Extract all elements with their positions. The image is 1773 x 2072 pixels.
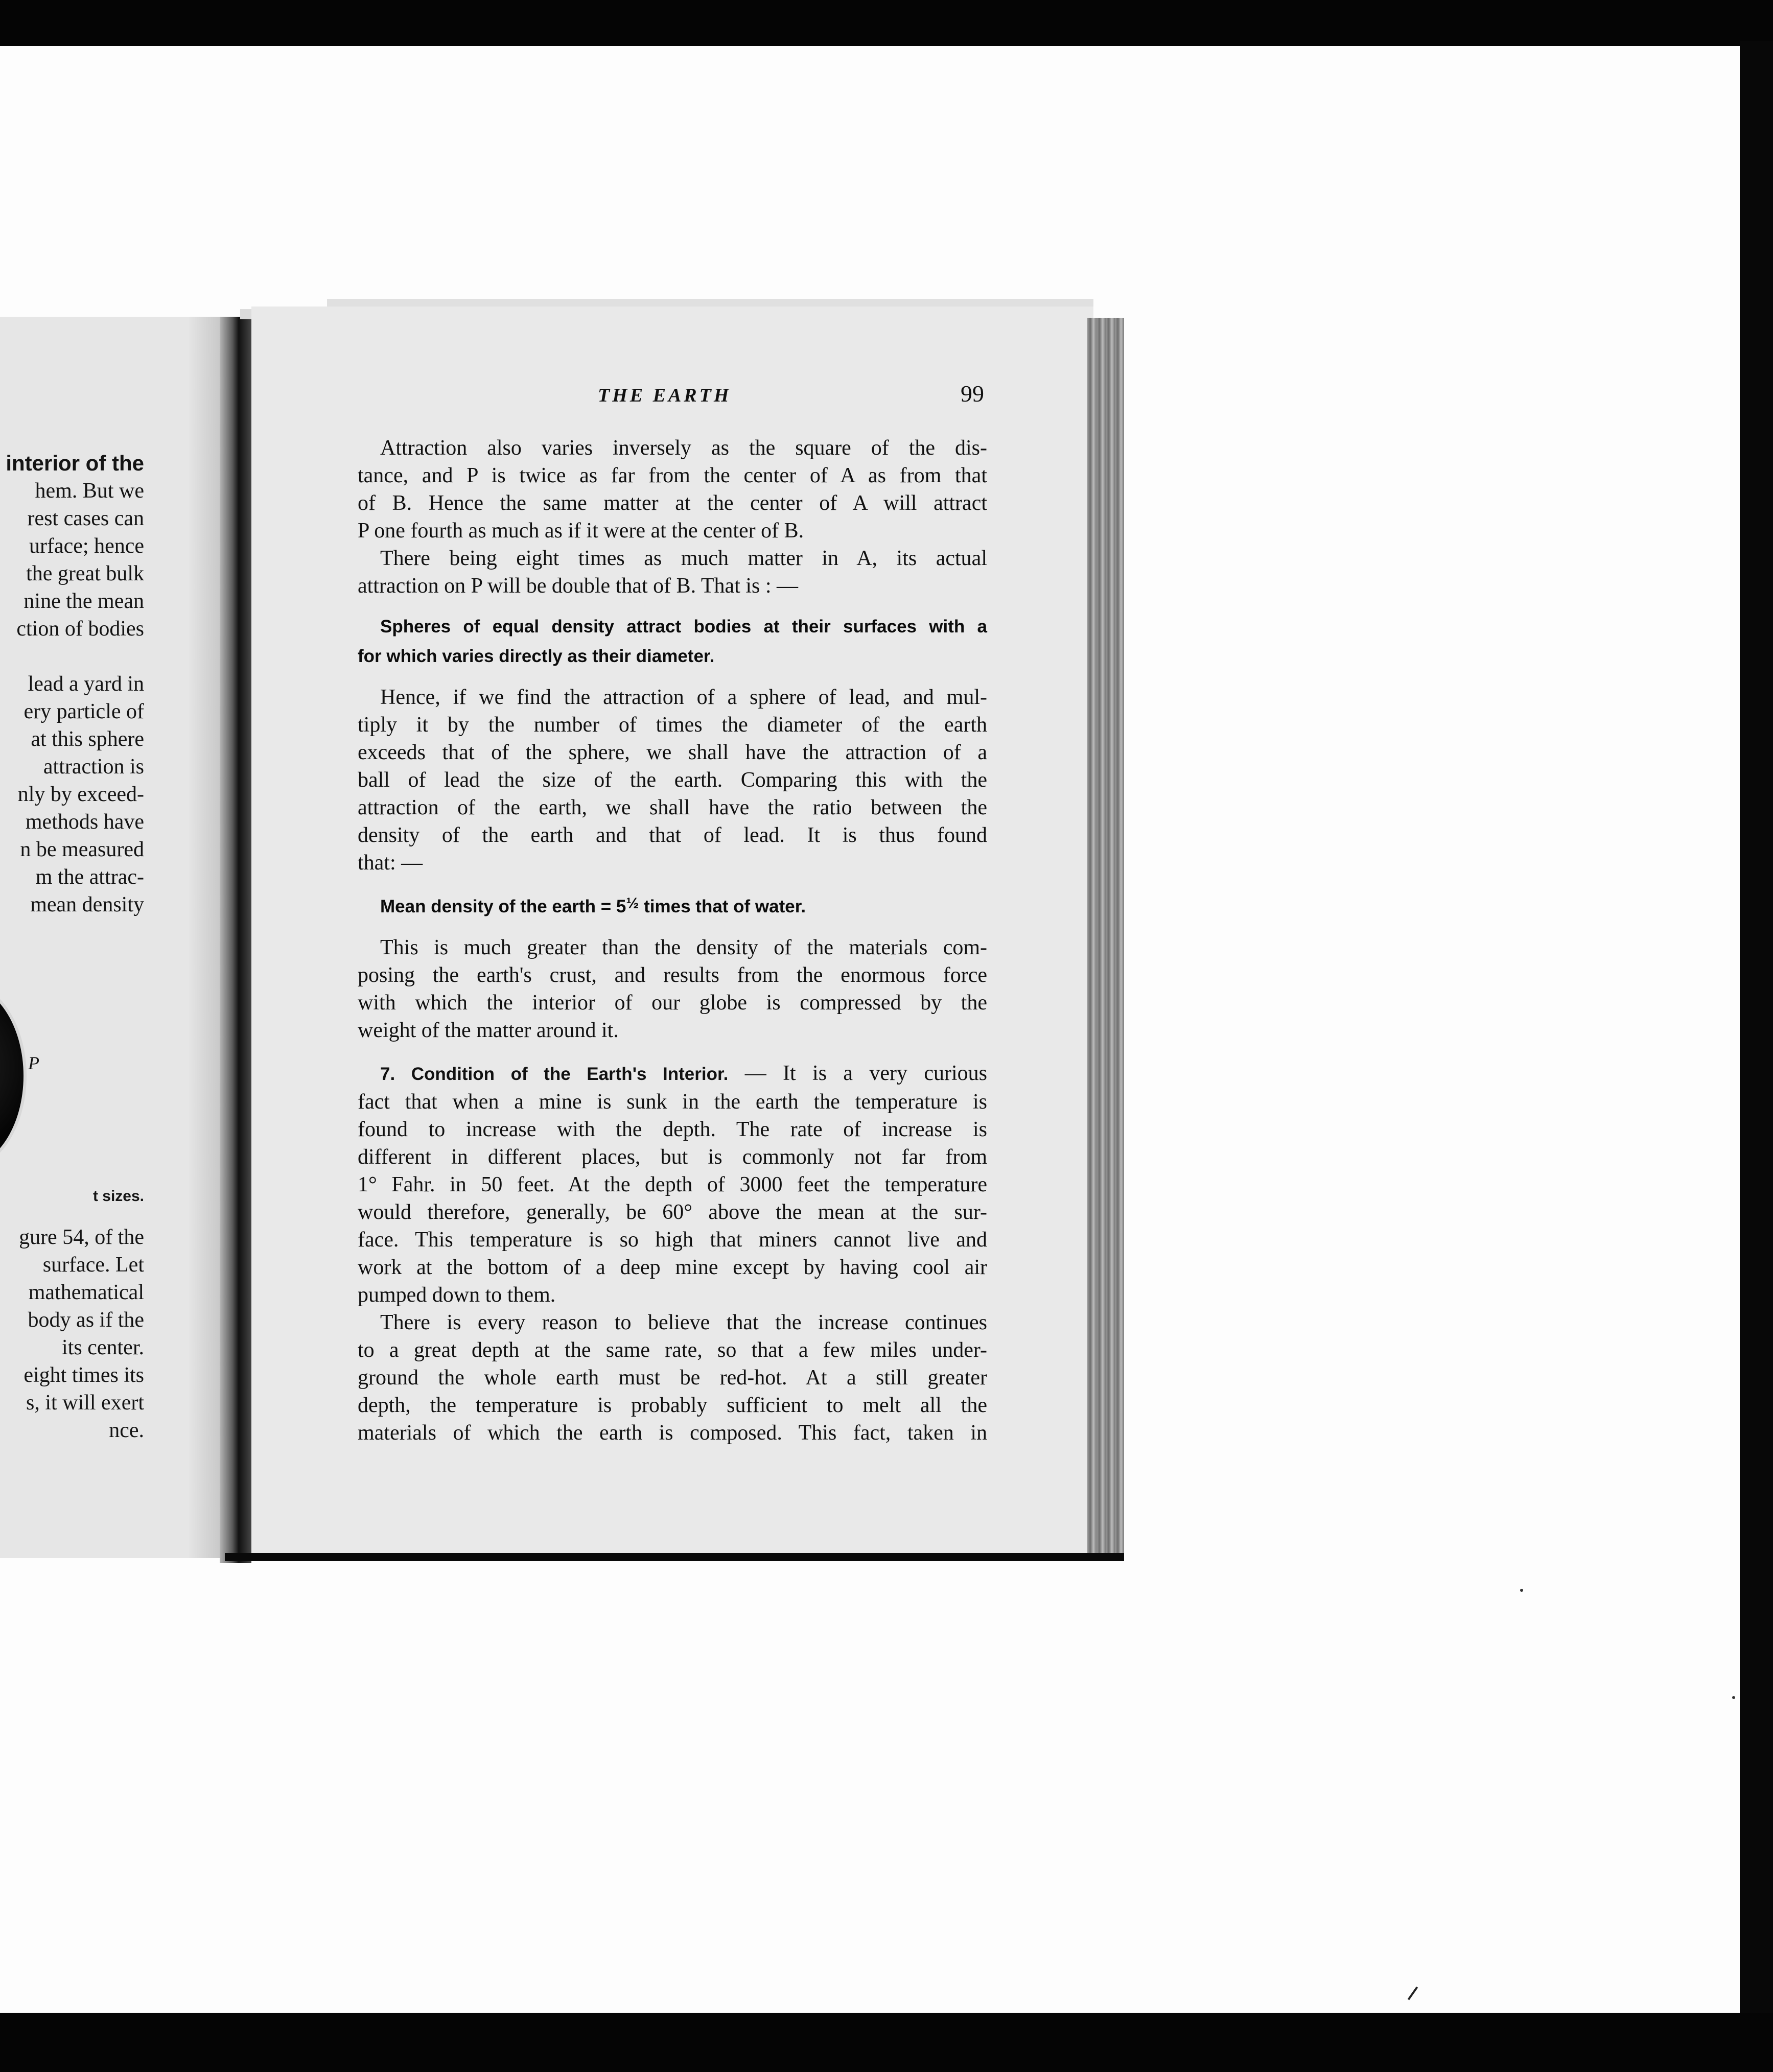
scan-speck	[1732, 1696, 1735, 1699]
left-text-line: nce.	[109, 1419, 144, 1442]
left-text-line: the great bulk	[26, 562, 144, 585]
left-text-line: rest cases can	[27, 507, 144, 530]
text-line: ball of lead the size of the earth. Comparing this with the	[358, 768, 987, 792]
text-line: tiply it by the number of times the diameter of the earth	[358, 713, 987, 737]
text-line: There being eight times as much matter in A, its actual	[380, 547, 987, 570]
left-text-line: ction of bodies	[16, 617, 144, 641]
text-line: — It is a very curious	[728, 1062, 987, 1085]
left-text-line: mean density	[30, 893, 144, 916]
text-line: attraction on P will be double that of B. That is : —	[358, 574, 799, 598]
paragraph-eight-times	[358, 545, 987, 600]
text-line: materials of which the earth is composed. This fact, taken in	[358, 1421, 987, 1445]
text-line: to a great depth at the same rate, so that a few miles under-	[358, 1338, 987, 1362]
page-body	[358, 434, 987, 1447]
book-spine	[220, 317, 251, 1563]
text-line: Hence, if we find the attraction of a sphere of lead, and mul-	[380, 686, 987, 709]
text-line: found to increase with the depth. The rate of increase is	[358, 1118, 987, 1141]
left-page-shadow	[189, 317, 220, 1558]
scan-speck	[1520, 1589, 1523, 1592]
text-line: pumped down to them.	[358, 1283, 556, 1307]
text-line: There is every reason to believe that the increase continues	[380, 1311, 987, 1334]
text-line: would therefore, generally, be 60° above the mean at the sur-	[358, 1200, 987, 1224]
scan-border-top	[0, 0, 1773, 46]
text-line: Attraction also varies inversely as the square of the dis-	[380, 436, 987, 460]
left-text-line: nly by exceed-	[17, 783, 144, 806]
text-line: depth, the temperature is probably sufficient to melt all the	[358, 1394, 987, 1417]
text-line: face. This temperature is so high that miners cannot live and	[358, 1228, 987, 1252]
left-text-line: hem. But we	[35, 479, 144, 503]
running-head: THE EARTH	[598, 385, 732, 406]
left-text-line: ery particle of	[24, 700, 144, 723]
density-text: Mean density of the earth = 5	[380, 897, 626, 916]
left-text-line: its center.	[62, 1336, 144, 1359]
paragraph-hence	[358, 684, 987, 877]
paragraph-red-hot	[358, 1309, 987, 1447]
density-fraction: ½	[626, 895, 639, 912]
left-text-line: mathematical	[28, 1281, 144, 1304]
left-text-line: methods have	[25, 810, 144, 834]
text-line: tance, and P is twice as far from the center of A as from that	[358, 464, 987, 487]
text-line: different in different places, but is commonly not far from	[358, 1145, 987, 1169]
text-line: for which varies directly as their diameter.	[358, 646, 715, 666]
text-line: This is much greater than the density of the materials com-	[380, 936, 987, 959]
scan-border-right	[1740, 41, 1773, 2023]
text-line: attraction of the earth, we shall have the ratio between the	[358, 796, 987, 819]
left-text-line: interior of the	[6, 451, 144, 475]
text-line: exceeds that of the sphere, we shall have the attraction of a	[358, 741, 987, 764]
left-text-line: body as if the	[28, 1308, 144, 1332]
left-text-line: attraction is	[43, 755, 144, 779]
text-line: P one fourth as much as if it were at the center of B.	[358, 519, 804, 543]
text-line: fact that when a mine is sunk in the earth the temperature is	[358, 1090, 987, 1114]
density-text: times that of water.	[639, 897, 806, 916]
left-text-line: n be measured	[20, 838, 144, 861]
left-text-line: s, it will exert	[26, 1391, 144, 1415]
globe-figure	[0, 981, 27, 1171]
scan-border-bottom	[0, 2013, 1773, 2072]
left-text-line: lead a yard in	[28, 672, 144, 696]
text-line: density of the earth and that of lead. It is thus found	[358, 823, 987, 847]
text-line: 1° Fahr. in 50 feet. At the depth of 3000 feet the temperature	[358, 1173, 987, 1196]
law-statement	[358, 612, 987, 671]
text-line: that: —	[358, 851, 423, 875]
figure-caption: t sizes.	[92, 1188, 144, 1205]
left-text-line: nine the mean	[24, 590, 144, 613]
text-line: work at the bottom of a deep mine except by having cool air	[358, 1256, 987, 1279]
text-line: Spheres of equal density attract bodies at their surfaces with a	[380, 617, 987, 637]
left-text-line: gure 54, of the	[19, 1226, 144, 1249]
page-stack-edge	[1087, 318, 1124, 1558]
left-text-line: eight times its	[24, 1363, 144, 1387]
text-line: weight of the matter around it.	[358, 1019, 619, 1042]
left-text-line: m the attrac-	[35, 865, 144, 889]
text-line: posing the earth's crust, and results from the enormous force	[358, 963, 987, 987]
left-text-line: urface; hence	[29, 534, 144, 558]
cover-edge	[225, 1553, 1124, 1561]
figure-label: P	[28, 1053, 39, 1073]
left-text-line: at this sphere	[31, 727, 144, 751]
paragraph-attraction	[358, 434, 987, 545]
section-heading: 7. Condition of the Earth's Interior.	[380, 1064, 729, 1084]
text-line: ground the whole earth must be red-hot. At a still greater	[358, 1366, 987, 1390]
left-text-line: surface. Let	[42, 1253, 144, 1277]
page-number: 99	[961, 381, 984, 407]
paragraph-much-greater	[358, 934, 987, 1044]
text-line: of B. Hence the same matter at the center of A will attract	[358, 491, 987, 515]
text-line: with which the interior of our globe is compressed by the	[358, 991, 987, 1015]
paragraph-earth-interior	[358, 1059, 987, 1309]
density-statement	[358, 889, 987, 922]
